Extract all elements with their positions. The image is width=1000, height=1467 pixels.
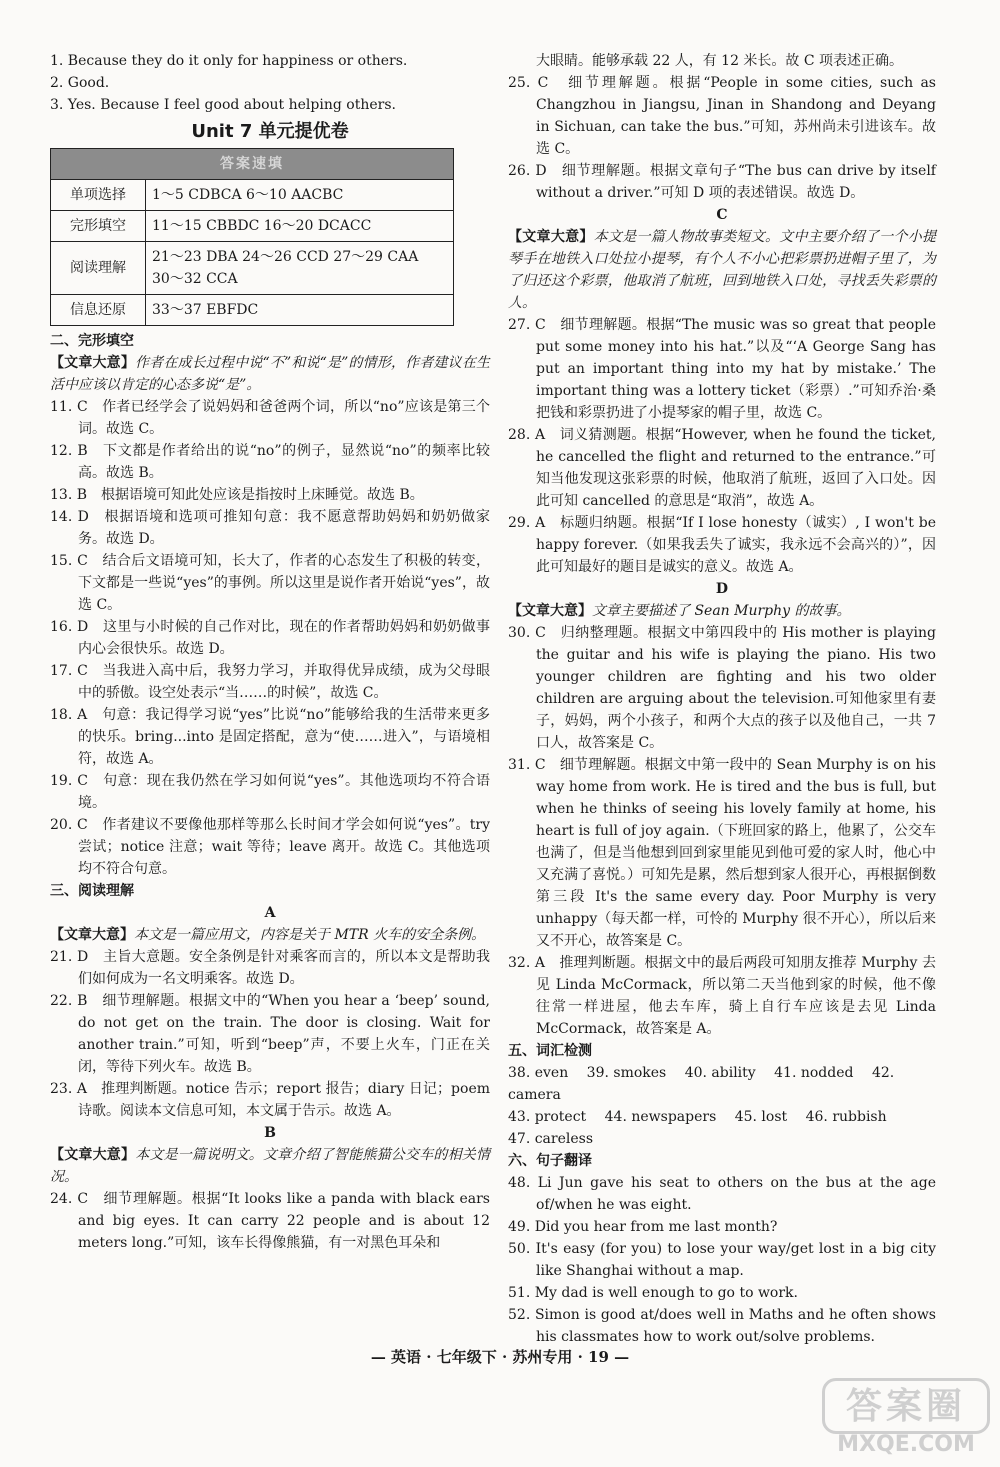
answer-row-label: 单项选择 (51, 180, 146, 211)
section-heading-reading: 三、阅读理解 (50, 883, 134, 899)
translation-answer: 50. It's easy (for you) to lose your way/get lost in a big city like Shanghai without a map. (508, 1241, 936, 1279)
reading-answer: 32. A 推理判断题。根据文中的最后两段可知朋友推荐 Murphy 去见 Linda McCormack，所以第二天当他到家的时候，他不像往常一样进屋，他去车库，骑上自行车应该是去见 Linda McCormack，故答案是 A。 (508, 955, 936, 1037)
vocab-answer: 47. careless (508, 1131, 594, 1147)
reading-answer: 25. C 细节理解题。根据“People in some cities, such as Changzhou in Jiangsu, Jinan in Shandong and Deyang in Sichuan, can take the bus.”可知，苏州尚未引进该车。故选 C。 (508, 75, 936, 157)
answer-row-value: 11～15 CBBDC 16～20 DCACC (146, 211, 454, 242)
reading-answer: 29. A 标题归纳题。根据“If I lose honesty（诚实）, I won't be happy forever.（如果我丢失了诚实，我永远不会高兴的）”，因此可知最好的题目是诚实的意义。故选 A。 (508, 515, 936, 575)
intro-line-2: 2. Good. (50, 75, 110, 91)
translation-answer: 48. Li Jun gave his seat to others on the bus at the age of/when he was eight. (508, 1175, 936, 1213)
cloze-answer: 11. C 作者已经学会了说妈妈和爸爸两个词，所以“no”应该是第三个词。故选 C。 (50, 399, 490, 437)
cloze-answer: 14. D 根据语境和选项可推知句意：我不愿意帮助妈妈和奶奶做家务。故选 D。 (50, 509, 490, 547)
vocab-line (508, 1062, 936, 1106)
cloze-answer: 17. C 当我进入高中后，我努力学习，并取得优异成绩，成为父母眼中的骄傲。设空处表示“当……的时候”，故选 C。 (50, 663, 490, 701)
cloze-answer: 18. A 句意：我记得学习说“yes”比说“no”能够给我的生活带来更多的快乐。bring...into 是固定搭配，意为“使……进入”，与语境相符，故选 A。 (50, 707, 490, 767)
summary-tag: 【文章大意】 (50, 927, 134, 943)
passage-summary (50, 1144, 490, 1188)
answer-table-header-row (51, 149, 454, 180)
reading-answer: 21. D 主旨大意题。安全条例是针对乘客而言的，所以本文是帮助我们如何成为一名文明乘客。故选 D。 (50, 949, 490, 987)
watermark (822, 1378, 990, 1460)
reading-answer: 30. C 归纳整理题。根据文中第四段中的 His mother is playing the guitar and his wife is playing the piano. His two younger children are fighting and his two older children are arguing about the television.可知他家里有妻子，妈妈，两个小孩子，和两个大点的孩子以及他自己，一共 7 口人，故答案是 C。 (508, 625, 936, 751)
reading-answer: 22. B 细节理解题。根据文中的“When you hear a ‘beep’ sound, do not get on the train. The door is closing. Wait for another train.”可知，听到“beep”声，不要上火车，门正在关闭，等待下列火车。故选 B。 (50, 993, 490, 1075)
section-heading-vocab: 五、词汇检测 (508, 1043, 592, 1059)
vocab-answer: 40. ability (684, 1065, 756, 1081)
section-heading-cloze: 二、完形填空 (50, 333, 134, 349)
cloze-answer: 19. C 句意：现在我仍然在学习如何说“yes”。其他选项均不符合语境。 (50, 773, 490, 811)
answer-row (51, 211, 454, 242)
answer-row-label: 信息还原 (51, 295, 146, 326)
vocab-answer: 42. camera (508, 1065, 895, 1103)
reading-answer: 31. C 细节理解题。根据文中第一段中的 Sean Murphy is on his way home from work. He is tired and the bus is full, but when he thinks of seeing his lovely family at home, his heart is full of joy again.（下班回家的路上，他累了，公交车也满了，但是当他想到回到家里能见到他可爱的家人时，他心中又充满了喜悦。）可知先是累，然后想到家人很开心，再根据倒数第三段 It's the same every day. Poor Murphy is very unhappy（每天都一样，可怜的 Murphy 很不开心），所以后来又不开心，故答案是 C。 (508, 757, 936, 949)
passage-summary (508, 226, 936, 314)
reading-answer: 27. C 细节理解题。根据“The music was so great that people put some money into his hat.”以及“‘A George Sang has put an important thing into my hat by mistake.’ The important thing was a lottery ticket（彩票）.”可知乔治·桑把钱和彩票扔进了小提琴家的帽子里，故选 C。 (508, 317, 936, 421)
intro-line-1: 1. Because they do it only for happiness or others. (50, 53, 408, 69)
reading-answer: 28. A 词义猜测题。根据“However, when he found the ticket, he cancelled the flight and returned to the entrance.”可知当他发现这张彩票的时候，他取消了航班，返回了入口处。因此可知 cancelled 的意思是“取消”，故选 A。 (508, 427, 936, 509)
reading-answer: 26. D 细节理解题。根据文章句子“The bus can drive by itself without a driver.”可知 D 项的表述错误。故选 D。 (508, 163, 936, 201)
intro-line-3: 3. Yes. Because I feel good about helping others. (50, 97, 396, 113)
passage-summary (508, 600, 936, 622)
answer-row (51, 180, 454, 211)
summary-text: 本文是一篇应用文，内容是关于 MTR 火车的安全条例。 (134, 927, 486, 943)
unit-title: Unit 7 单元提优卷 (191, 121, 349, 142)
answer-row-value: 33～37 EBFDC (146, 295, 454, 326)
summary-text: 作者在成长过程中说“不”和说“是”的情形，作者建议在生活中应该以肯定的心态多说“是”。 (50, 355, 490, 393)
answer-row (51, 295, 454, 326)
watermark-logo: 答案圈 (822, 1378, 990, 1434)
right-column (508, 50, 936, 1348)
reading-answer: 23. A 推理判断题。notice 告示；report 报告；diary 日记；poem 诗歌。阅读本文信息可知，本文属于告示。故选 A。 (50, 1081, 490, 1119)
vocab-line (508, 1128, 936, 1150)
translation-answer: 49. Did you hear from me last month? (508, 1219, 778, 1235)
vocab-answer: 45. lost (734, 1109, 788, 1125)
passage-letter: C (716, 207, 728, 223)
cloze-summary (50, 352, 490, 396)
summary-tag: 【文章大意】 (50, 355, 136, 371)
reading-answer: 24. C 细节理解题。根据“It looks like a panda with black ears and big eyes. It can carry 22 people and is about 12 meters long.”可知，该车长得像熊猫，有一对黑色耳朵和 (50, 1191, 490, 1251)
vocab-line (508, 1106, 936, 1128)
translation-answer: 52. Simon is good at/does well in Maths and he often shows his classmates how to work out/solve problems. (508, 1307, 936, 1345)
answer-table-header: 答案速填 (51, 149, 454, 180)
summary-tag: 【文章大意】 (50, 1147, 136, 1163)
vocab-answer: 43. protect (508, 1109, 587, 1125)
summary-text: 本文是一篇说明文。文章介绍了智能熊猫公交车的相关情况。 (50, 1147, 491, 1185)
cloze-answer: 15. C 结合后文语境可知，长大了，作者的心态发生了积极的转变，下文都是一些说“yes”的事例。所以这里是说作者开始说“yes”，故选 C。 (50, 553, 490, 613)
answer-row-value: 1～5 CDBCA 6～10 AACBC (146, 180, 454, 211)
vocab-answer: 41. nodded (774, 1065, 854, 1081)
translation-answer: 51. My dad is well enough to go to work. (508, 1285, 798, 1301)
passage-letter: B (264, 1125, 276, 1141)
vocab-answer: 38. even (508, 1065, 569, 1081)
cloze-answer: 12. B 下文都是作者给出的说“no”的例子，显然说“no”的频率比较高。故选 B。 (50, 443, 490, 481)
reading-answer-continued: 大眼睛。能够承载 22 人，有 12 米长。故 C 项表述正确。 (536, 53, 904, 69)
vocab-answer: 39. smokes (586, 1065, 667, 1081)
watermark-url: MXQE.COM (837, 1432, 975, 1457)
left-column (50, 50, 490, 1254)
summary-tag: 【文章大意】 (508, 603, 592, 619)
vocab-answer: 44. newspapers (604, 1109, 717, 1125)
answer-row (51, 242, 454, 295)
cloze-answer: 16. D 这里与小时候的自己作对比，现在的作者帮助妈妈和奶奶做事内心会很快乐。故选 D。 (50, 619, 490, 657)
summary-text: 本文是一篇人物故事类短文。文中主要介绍了一个小提琴手在地铁入口处拉小提琴，有个人不小心把彩票扔进帽子里了，为了归还这个彩票，他取消了航班，回到地铁入口处，寻找丢失彩票的人。 (508, 229, 936, 311)
vocab-answer: 46. rubbish (805, 1109, 887, 1125)
cloze-answer: 13. B 根据语境可知此处应该是指按时上床睡觉。故选 B。 (50, 487, 424, 503)
answer-table (50, 148, 454, 326)
section-heading-translation: 六、句子翻译 (508, 1153, 592, 1169)
cloze-answer: 20. C 作者建议不要像他那样等那么长时间才学会如何说“yes”。try 尝试；notice 注意；wait 等待；leave 离开。故选 C。其他选项均不符合句意。 (50, 817, 490, 877)
summary-tag: 【文章大意】 (508, 229, 594, 245)
passage-letter: D (715, 581, 729, 597)
page-footer: — 英语 · 七年级下 · 苏州专用 · 19 — (370, 1348, 630, 1366)
answer-row-value: 21～23 DBA 24～26 CCD 27～29 CAA 30～32 CCA (146, 242, 454, 295)
answer-row-label: 阅读理解 (51, 242, 146, 295)
passage-summary (50, 924, 490, 946)
passage-letter: A (264, 905, 276, 921)
summary-text: 文章主要描述了 Sean Murphy 的故事。 (592, 603, 851, 619)
answer-row-label: 完形填空 (51, 211, 146, 242)
